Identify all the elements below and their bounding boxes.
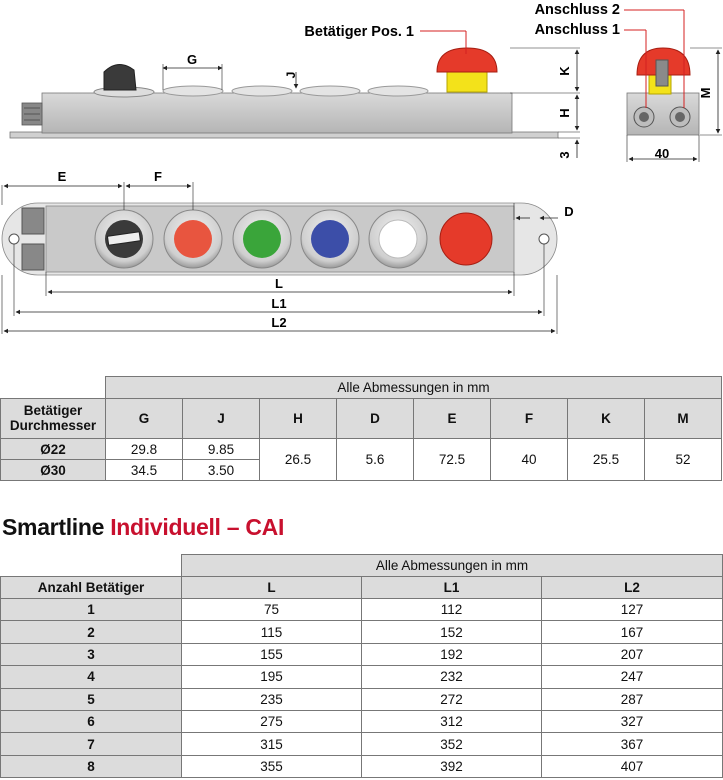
- dimensions-table-count: [0, 554, 723, 778]
- table-cell: 152: [362, 621, 542, 643]
- table-cell: 40: [491, 439, 568, 481]
- table-row: [1, 439, 722, 460]
- table-row: [1, 643, 723, 665]
- table-cell: 115: [182, 621, 362, 643]
- column-header: L1: [362, 577, 542, 599]
- side-view: [10, 24, 580, 159]
- button-red-icon: [164, 210, 222, 268]
- table-cell: 155: [182, 643, 362, 665]
- row-label: 6: [1, 710, 182, 732]
- table-corner: [1, 555, 182, 577]
- table-cell: 167: [542, 621, 723, 643]
- table-cell: 25.5: [568, 439, 645, 481]
- table-cell: 75: [182, 599, 362, 621]
- table-corner: [1, 377, 106, 399]
- button-red-cap: [174, 220, 212, 258]
- connector-1-icon: [634, 107, 654, 127]
- connector-icon: [22, 103, 42, 125]
- dim-label-K: K: [557, 66, 572, 76]
- row-label: 7: [1, 733, 182, 755]
- dim-label-H: H: [557, 108, 572, 118]
- table-span-header: Alle Abmessungen in mm: [106, 377, 722, 399]
- row-label: 4: [1, 666, 182, 688]
- title-part-1: Smartline: [2, 514, 111, 540]
- table-cell: 127: [542, 599, 723, 621]
- callout-betaetiger-pos: Betätiger Pos. 1: [304, 24, 414, 40]
- dim-label-L: L: [275, 276, 283, 291]
- table-cell: 34.5: [106, 460, 183, 481]
- dim-label-3: 3: [557, 151, 572, 159]
- column-header: G: [106, 399, 183, 439]
- table-cell: 352: [362, 733, 542, 755]
- table-cell: 247: [542, 666, 723, 688]
- dim-label-L1: L1: [271, 296, 287, 311]
- dim-label-40: 40: [654, 146, 670, 161]
- table-cell: 287: [542, 688, 723, 710]
- column-header: H: [260, 399, 337, 439]
- estop-side-icon: [437, 48, 497, 92]
- dimensions-table-diameter: [0, 376, 722, 481]
- table-cell: 9.85: [183, 439, 260, 460]
- table-cell: 235: [182, 688, 362, 710]
- table-cell: 29.8: [106, 439, 183, 460]
- row-header-label: Betätiger Durchmesser: [1, 399, 106, 439]
- table-row: [1, 599, 723, 621]
- table-cell: 327: [542, 710, 723, 732]
- dim-label-J: J: [284, 71, 298, 79]
- column-header: E: [414, 399, 491, 439]
- section-title: [2, 514, 284, 541]
- table-cell: 72.5: [414, 439, 491, 481]
- row-label: 8: [1, 755, 182, 777]
- button-blue-icon: [301, 210, 359, 268]
- dim-label-D: D: [564, 204, 574, 219]
- table-cell: 207: [542, 643, 723, 665]
- row-label: 5: [1, 688, 182, 710]
- table-cell: 192: [362, 643, 542, 665]
- row-label: 1: [1, 599, 182, 621]
- side-housing: [42, 93, 512, 133]
- dim-label-G: G: [186, 52, 198, 67]
- technical-drawing: [0, 0, 723, 345]
- column-header: F: [491, 399, 568, 439]
- row-label: 2: [1, 621, 182, 643]
- table-row: [1, 755, 723, 777]
- selector-switch-side-icon: [94, 64, 154, 97]
- callout-anschluss2: Anschluss 2: [534, 2, 620, 18]
- table-cell: 392: [362, 755, 542, 777]
- button-white-icon: [369, 210, 427, 268]
- table-row: [1, 733, 723, 755]
- title-part-2: Individuell – CAI: [110, 514, 285, 540]
- connector-2-icon: [670, 107, 690, 127]
- table-row: [1, 710, 723, 732]
- dim-label-L2: L2: [271, 315, 287, 330]
- table-cell: 52: [645, 439, 722, 481]
- row-label: 3: [1, 643, 182, 665]
- table-cell: 195: [182, 666, 362, 688]
- button-green-icon: [233, 210, 291, 268]
- table-row: [1, 666, 723, 688]
- table-cell: 3.50: [183, 460, 260, 481]
- table-cell: 312: [362, 710, 542, 732]
- column-header: J: [183, 399, 260, 439]
- table-cell: 272: [362, 688, 542, 710]
- table-span-header: Alle Abmessungen in mm: [182, 555, 723, 577]
- table-cell: 407: [542, 755, 723, 777]
- selector-switch-icon: [95, 210, 153, 268]
- column-header: D: [337, 399, 414, 439]
- dim-label-M: M: [698, 87, 713, 99]
- column-header: M: [645, 399, 722, 439]
- row-label: Ø30: [1, 460, 106, 481]
- column-header: K: [568, 399, 645, 439]
- top-view: [2, 169, 574, 334]
- column-header: L: [182, 577, 362, 599]
- table-cell: 232: [362, 666, 542, 688]
- callout-anschluss1: Anschluss 1: [534, 22, 620, 38]
- row-label: Ø22: [1, 439, 106, 460]
- row-header-label: Anzahl Betätiger: [1, 577, 182, 599]
- dim-label-F: F: [154, 169, 162, 184]
- table-cell: 26.5: [260, 439, 337, 481]
- table-cell: 5.6: [337, 439, 414, 481]
- table-cell: 355: [182, 755, 362, 777]
- estop-top-icon: [440, 213, 492, 265]
- table-row: [1, 688, 723, 710]
- column-header: L2: [542, 577, 723, 599]
- table-cell: 275: [182, 710, 362, 732]
- mount-hole-left-icon: [9, 234, 19, 244]
- table-cell: 315: [182, 733, 362, 755]
- dim-label-E: E: [57, 169, 67, 184]
- table-cell: 367: [542, 733, 723, 755]
- table-cell: 112: [362, 599, 542, 621]
- table-row: [1, 621, 723, 643]
- mount-hole-right-icon: [539, 234, 549, 244]
- table-body: [1, 599, 723, 778]
